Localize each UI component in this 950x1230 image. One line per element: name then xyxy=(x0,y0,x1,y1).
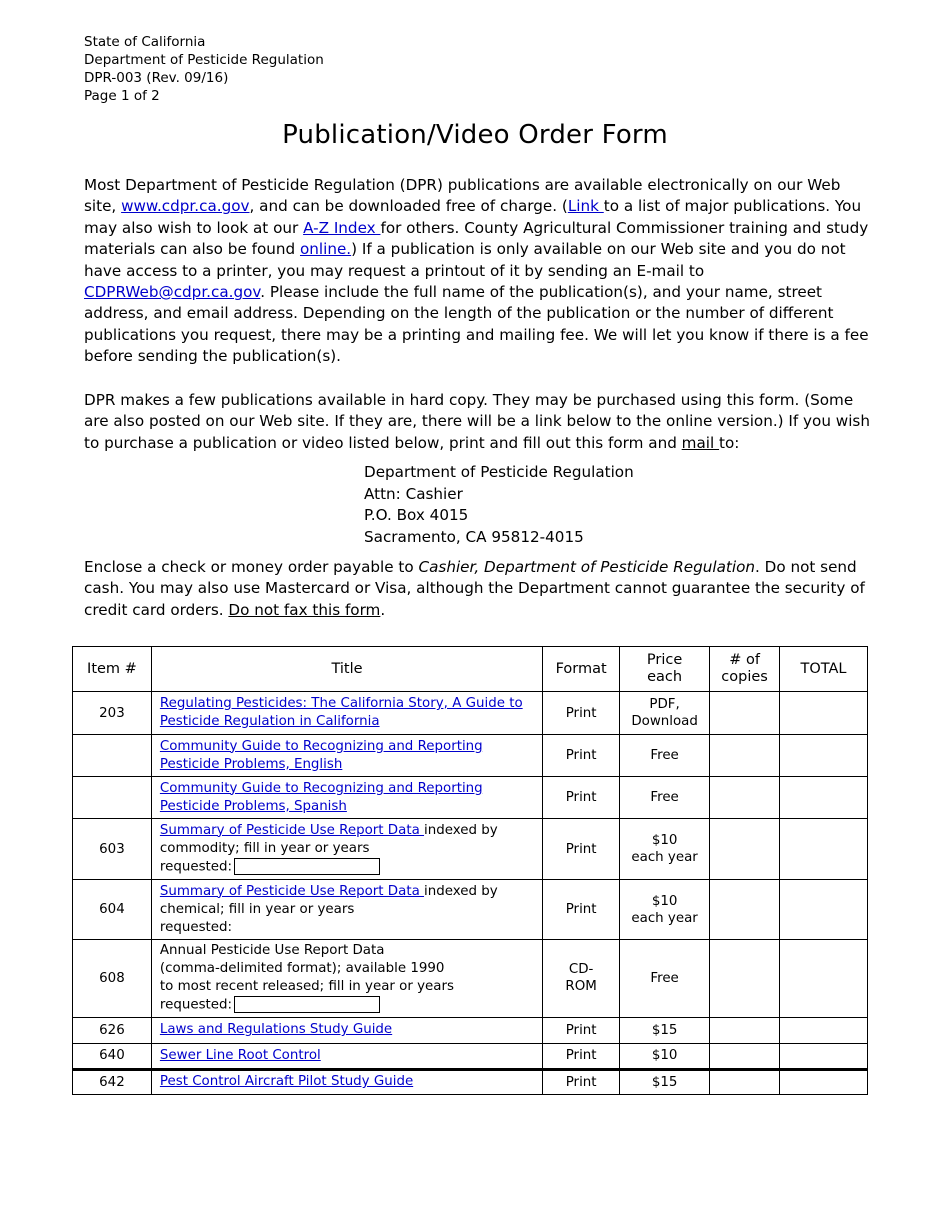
format-cell: Print xyxy=(543,692,620,735)
total-cell[interactable] xyxy=(780,735,868,777)
header-state: State of California xyxy=(84,34,206,50)
format-cell: Print xyxy=(543,1043,620,1069)
title-cell xyxy=(151,777,542,819)
price-cell xyxy=(620,880,710,940)
address-line-2: Attn: Cashier xyxy=(364,484,463,503)
title-cell xyxy=(151,692,542,735)
price-cell xyxy=(620,692,710,735)
price-line1: PDF, xyxy=(649,697,680,712)
header-page-number: Page 1 of 2 xyxy=(84,88,160,104)
copies-cell[interactable] xyxy=(710,692,780,735)
title-line-c: to most recent released; fill in year or years xyxy=(159,979,454,994)
no-fax-notice: Do not fax this form xyxy=(228,600,381,619)
format-line2: ROM xyxy=(565,979,597,995)
title-description: indexed by chemical; fill in year or years xyxy=(159,883,498,917)
copies-cell[interactable] xyxy=(710,880,780,940)
price-line2: each year xyxy=(631,850,698,865)
intro-text-1: Most Department of Pesticide Regulation (DPR) publications are available electronically on our Web site, xyxy=(84,176,841,216)
price-cell: Free xyxy=(620,735,710,777)
title-description: indexed by commodity; fill in year or years xyxy=(159,822,498,856)
hardcopy-paragraph xyxy=(84,390,874,454)
header-title: Title xyxy=(151,647,542,692)
header-department: Department of Pesticide Regulation xyxy=(84,52,324,68)
publication-link[interactable]: Summary of Pesticide Use Report Data xyxy=(159,822,425,838)
price-cell: $15 xyxy=(620,1069,710,1094)
form-header xyxy=(84,33,324,105)
item-number: 203 xyxy=(73,692,152,735)
price-line1: $10 xyxy=(651,833,678,848)
intro-text-4: for others. County Agricultural Commissioner training and study materials can also be found xyxy=(84,218,869,259)
copies-cell[interactable] xyxy=(710,1069,780,1094)
online-materials-link[interactable]: online. xyxy=(299,240,352,259)
header-copies-line2: copies xyxy=(721,669,768,685)
publication-link[interactable]: Community Guide to Recognizing and Reporting Pesticide Problems, Spanish xyxy=(159,780,483,814)
total-cell[interactable] xyxy=(780,940,868,1018)
price-line2: each year xyxy=(631,910,698,926)
format-cell xyxy=(543,940,620,1018)
item-number: 640 xyxy=(73,1043,152,1069)
copies-cell[interactable] xyxy=(710,940,780,1018)
title-cell xyxy=(151,819,542,880)
requested-label: requested: xyxy=(159,859,233,875)
intro-text-5: ) If a publication is only available on our Web site and you do not have access to a printer, you may request a printout of it by sending an E-mail to xyxy=(84,240,846,280)
item-number: 603 xyxy=(73,819,152,880)
header-price-line2: each xyxy=(647,669,683,685)
table-row xyxy=(73,1043,868,1069)
table-row xyxy=(73,1017,868,1043)
format-cell: Print xyxy=(543,1017,620,1043)
address-line-1: Department of Pesticide Regulation xyxy=(364,463,634,481)
payee-name: Cashier, Department of Pesticide Regulation xyxy=(418,558,755,576)
publication-link[interactable]: Sewer Line Root Control xyxy=(159,1047,321,1063)
payment-paragraph xyxy=(84,557,874,621)
total-cell[interactable] xyxy=(780,819,868,880)
payment-text-2: . Do not send cash. You may also use Mastercard or Visa, although the Department cannot guarantee the security of credit card orders. xyxy=(84,558,865,619)
requested-label: requested: xyxy=(159,997,233,1013)
table-row xyxy=(73,777,868,819)
format-cell: Print xyxy=(543,819,620,880)
item-number: 626 xyxy=(73,1017,152,1043)
item-number: 642 xyxy=(73,1069,152,1094)
table-row xyxy=(73,1069,868,1094)
address-line-3: P.O. Box 4015 xyxy=(364,506,469,525)
total-cell[interactable] xyxy=(780,692,868,735)
page-title: Publication/Video Order Form xyxy=(282,120,668,150)
total-cell[interactable] xyxy=(780,1069,868,1094)
header-price-line1: Price xyxy=(646,652,683,668)
payment-text-3: . xyxy=(380,600,386,619)
copies-cell[interactable] xyxy=(710,1017,780,1043)
format-cell: Print xyxy=(543,777,620,819)
year-input-field[interactable] xyxy=(234,858,380,875)
intro-paragraph xyxy=(84,175,874,368)
publication-link[interactable]: Regulating Pesticides: The California Story, A Guide to Pesticide Regulation in California xyxy=(159,696,523,729)
table-row xyxy=(73,819,868,880)
copies-cell[interactable] xyxy=(710,735,780,777)
item-number xyxy=(73,777,152,819)
publications-list-link[interactable]: Link xyxy=(567,197,604,216)
price-cell: $10 xyxy=(620,1043,710,1069)
intro-text-3: to a list of major publications. You may also wish to look at our xyxy=(84,197,862,237)
intro-text-6: . Please include the full name of the publication(s), and your name, street address, and email address. Depending on the length of the publication or the number of different publications you request, there may be a printing and mailing fee. We will let you know if there is a fee before sending the publication(s). xyxy=(84,283,869,366)
header-total: TOTAL xyxy=(780,647,868,692)
table-header-row xyxy=(73,647,868,692)
price-cell: Free xyxy=(620,940,710,1018)
header-form-number: DPR-003 (Rev. 09/16) xyxy=(84,70,229,86)
table-row xyxy=(73,692,868,735)
year-input-field[interactable] xyxy=(234,996,380,1013)
title-cell xyxy=(151,1069,542,1094)
address-line-4: Sacramento, CA 95812-4015 xyxy=(364,527,584,546)
email-link[interactable]: CDPRWeb@cdpr.ca.gov xyxy=(84,283,261,302)
intro-text-2: , and can be downloaded free of charge. ( xyxy=(249,197,568,216)
header-format: Format xyxy=(543,647,620,692)
header-copies-line1: # of xyxy=(729,652,760,668)
table-row xyxy=(73,940,868,1018)
copies-cell[interactable] xyxy=(710,777,780,819)
item-number: 604 xyxy=(73,880,152,940)
item-number xyxy=(73,735,152,777)
total-cell[interactable] xyxy=(780,1043,868,1069)
hardcopy-text-2: to: xyxy=(719,433,740,452)
table-row xyxy=(73,735,868,777)
payment-text-1: Enclose a check or money order payable to xyxy=(84,558,419,576)
title-cell xyxy=(151,1043,542,1069)
total-cell[interactable] xyxy=(780,777,868,819)
title-cell xyxy=(151,1017,542,1043)
format-cell: Print xyxy=(543,1069,620,1094)
format-line1: CD- xyxy=(568,962,594,978)
publication-link[interactable]: Summary of Pesticide Use Report Data xyxy=(159,883,425,899)
az-index-link[interactable]: A-Z Index xyxy=(303,218,381,237)
copies-cell[interactable] xyxy=(710,1043,780,1069)
price-line2: Download xyxy=(631,714,698,729)
copies-cell[interactable] xyxy=(710,819,780,880)
mail-underlined: mail xyxy=(681,433,720,452)
price-cell xyxy=(620,819,710,880)
hardcopy-text-1: DPR makes a few publications available in hard copy. They may be purchased using this form. (Some are also posted on our Web site. If they are, there will be a link below to the online version.) If you wish to purchase a publication or video listed below, print and fill out this form and xyxy=(84,391,870,452)
total-cell[interactable] xyxy=(780,880,868,940)
header-price xyxy=(620,647,710,692)
mailing-address xyxy=(364,462,634,548)
format-cell: Print xyxy=(543,880,620,940)
title-cell xyxy=(151,735,542,777)
publication-link[interactable]: Community Guide to Recognizing and Reporting Pesticide Problems, English xyxy=(159,738,483,772)
price-cell: $15 xyxy=(620,1017,710,1043)
publication-link[interactable]: Laws and Regulations Study Guide xyxy=(159,1022,393,1037)
price-cell: Free xyxy=(620,777,710,819)
item-number: 608 xyxy=(73,940,152,1018)
requested-label: requested: xyxy=(159,919,233,935)
title-line-b: (comma-delimited format); available 1990 xyxy=(159,961,445,976)
format-cell: Print xyxy=(543,735,620,777)
order-table xyxy=(72,646,868,1095)
publication-link[interactable]: Pest Control Aircraft Pilot Study Guide xyxy=(159,1074,414,1089)
header-copies xyxy=(710,647,780,692)
total-cell[interactable] xyxy=(780,1017,868,1043)
table-row xyxy=(73,880,868,940)
header-item: Item # xyxy=(73,647,152,692)
title-cell xyxy=(151,940,542,1018)
price-line1: $10 xyxy=(651,893,678,909)
title-line-a: Annual Pesticide Use Report Data xyxy=(159,943,385,958)
website-link[interactable]: www.cdpr.ca.gov xyxy=(121,197,250,216)
title-cell xyxy=(151,880,542,940)
